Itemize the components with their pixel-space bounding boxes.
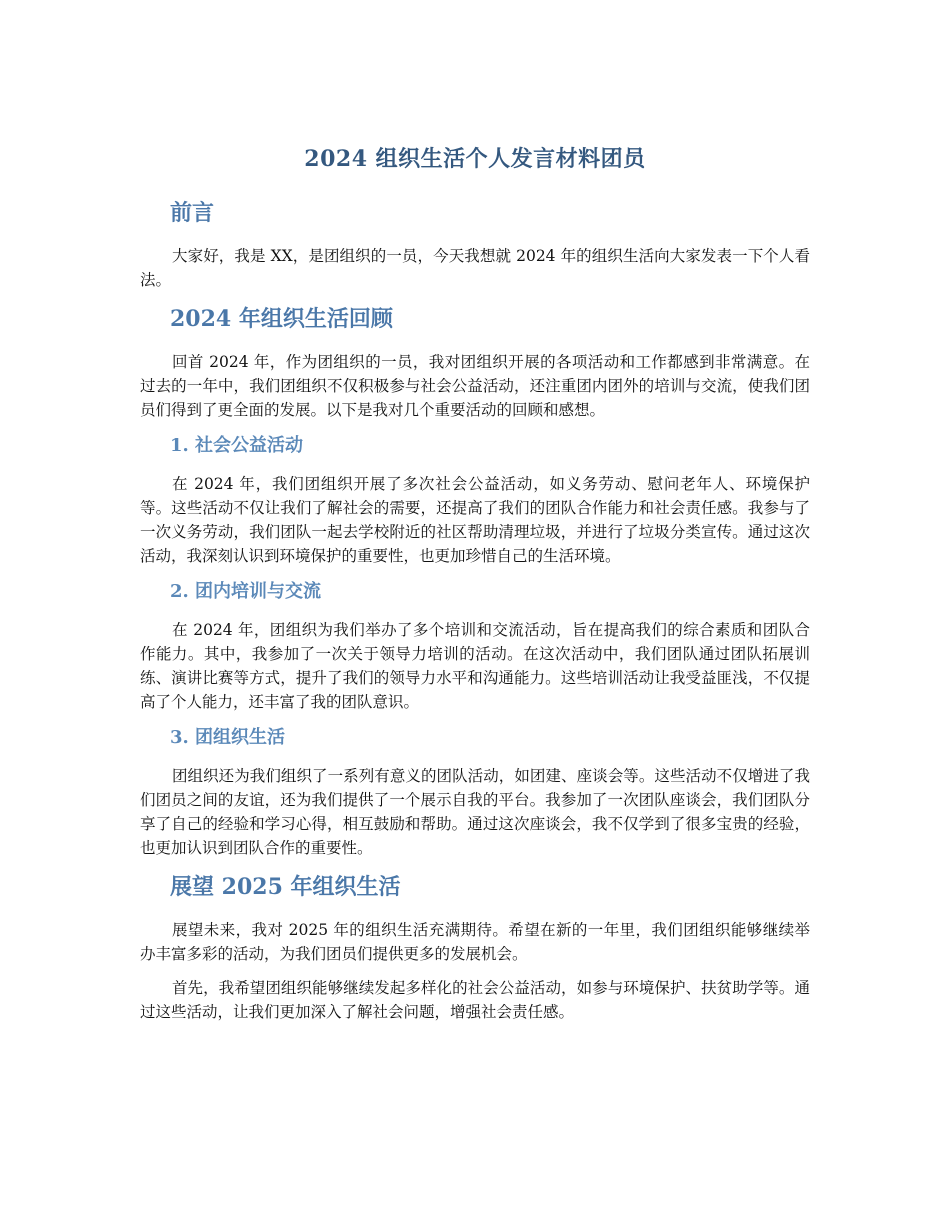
- paragraph-outlook-2: 首先，我希望团组织能够继续发起多样化的社会公益活动，如参与环境保护、扶贫助学等。通过这些活动，让我们更加深入了解社会问题，增强社会责任感。: [140, 979, 810, 1021]
- heading-training: 2. 团内培训与交流: [170, 581, 322, 602]
- document-body: [140, 140, 810, 1034]
- heading-organization-life: 3. 团组织生活: [170, 727, 286, 748]
- heading-outlook: 展望 2025 年组织生活: [170, 874, 401, 900]
- heading-review: 2024 年组织生活回顾: [170, 306, 393, 332]
- paragraph-organization-life: 团组织还为我们组织了一系列有意义的团队活动，如团建、座谈会等。这些活动不仅增进了我们团员之间的友谊，还为我们提供了一个展示自我的平台。我参加了一次团队座谈会，我们团队分享了自己的经验和学习心得，相互鼓励和帮助。通过这次座谈会，我不仅学到了很多宝贵的经验，也更加认识到团队合作的重要性。: [140, 767, 810, 857]
- paragraph-outlook-1: 展望未来，我对 2025 年的组织生活充满期待。希望在新的一年里，我们团组织能够继续举办丰富多彩的活动，为我们团员们提供更多的发展机会。: [140, 921, 810, 963]
- paragraph-public-welfare: 在 2024 年，我们团组织开展了多次社会公益活动，如义务劳动、慰问老年人、环境保护等。这些活动不仅让我们了解社会的需要，还提高了我们的团队合作能力和社会责任感。我参与了一次义务劳动，我们团队一起去学校附近的社区帮助清理垃圾，并进行了垃圾分类宣传。通过这次活动，我深刻认识到环境保护的重要性，也更加珍惜自己的生活环境。: [140, 475, 810, 565]
- paragraph-review: 回首 2024 年，作为团组织的一员，我对团组织开展的各项活动和工作都感到非常满意。在过去的一年中，我们团组织不仅积极参与社会公益活动，还注重团内团外的培训与交流，使我们团员们得到了更全面的发展。以下是我对几个重要活动的回顾和感想。: [140, 353, 810, 419]
- document-title: 2024 组织生活个人发言材料团员: [304, 146, 646, 172]
- heading-public-welfare: 1. 社会公益活动: [170, 435, 304, 456]
- paragraph-training: 在 2024 年，团组织为我们举办了多个培训和交流活动，旨在提高我们的综合素质和团队合作能力。其中，我参加了一次关于领导力培训的活动。在这次活动中，我们团队通过团队拓展训练、演讲比赛等方式，提升了我们的领导力水平和沟通能力。这些培训活动让我受益匪浅，不仅提高了个人能力，还丰富了我的团队意识。: [140, 621, 810, 711]
- paragraph-preface: 大家好，我是 XX，是团组织的一员，今天我想就 2024 年的组织生活向大家发表一下个人看法。: [140, 247, 810, 289]
- heading-preface: 前言: [170, 200, 215, 226]
